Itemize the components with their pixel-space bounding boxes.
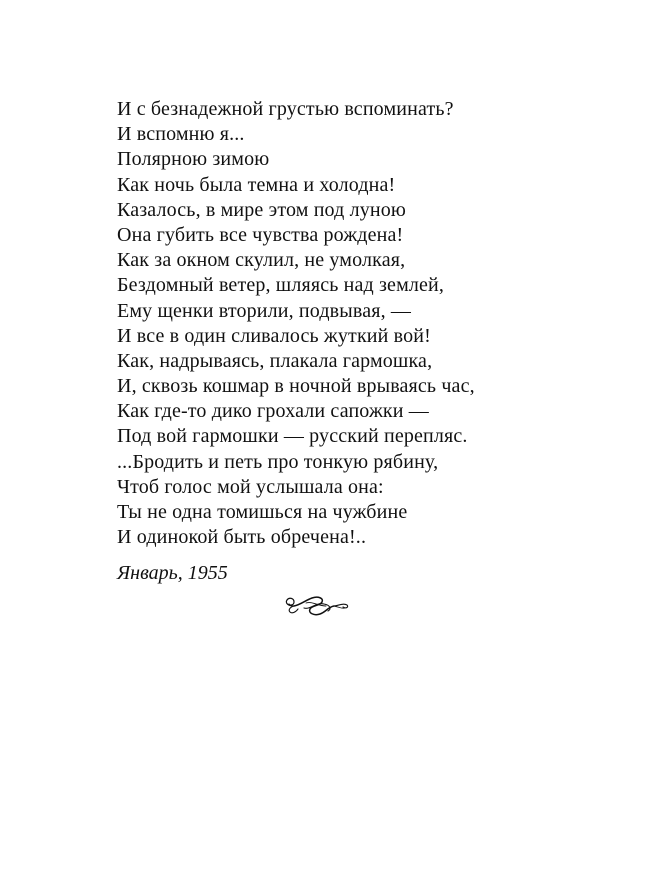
poem-line: Как за окном скулил, не умолкая, <box>117 249 406 272</box>
poem-line: ...Бродить и петь про тонкую рябину, <box>117 450 439 473</box>
poem-line: Казалось, в мире этом под луною <box>117 198 406 221</box>
poem-line: И, сквозь кошмар в ночной врываясь час, <box>117 375 475 398</box>
poem-date: Январь, 1955 <box>117 562 228 584</box>
poem-line: Чтоб голос мой услышала она: <box>117 475 384 498</box>
poem-line: И с безнадежной грустью вспоминать? <box>117 98 454 120</box>
poem-line: И одинокой быть обречена!.. <box>117 526 367 549</box>
poem-line: Она губить все чувства рождена! <box>117 223 404 246</box>
poem-line: Как где-то дико грохали сапожки — <box>117 400 429 423</box>
poem-line: Ты не одна томишься на чужбине <box>117 501 408 523</box>
poem-line: Бездомный ветер, шляясь над землей, <box>117 274 445 297</box>
poem-line: Как, надрываясь, плакала гармошка, <box>117 349 433 372</box>
poem-line: Под вой гармошки — русский перепляс. <box>117 425 468 448</box>
poem-line: И все в один сливалось жуткий вой! <box>117 324 431 347</box>
poem-line: Полярною зимою <box>117 148 270 171</box>
flourish-ornament-icon <box>282 592 352 620</box>
poem-text <box>117 97 475 550</box>
poem-line: Как ночь была темна и холодна! <box>117 173 396 196</box>
poem-line: И вспомню я... <box>117 123 245 146</box>
poem-line: Ему щенки вторили, подвывая, — <box>117 299 412 322</box>
